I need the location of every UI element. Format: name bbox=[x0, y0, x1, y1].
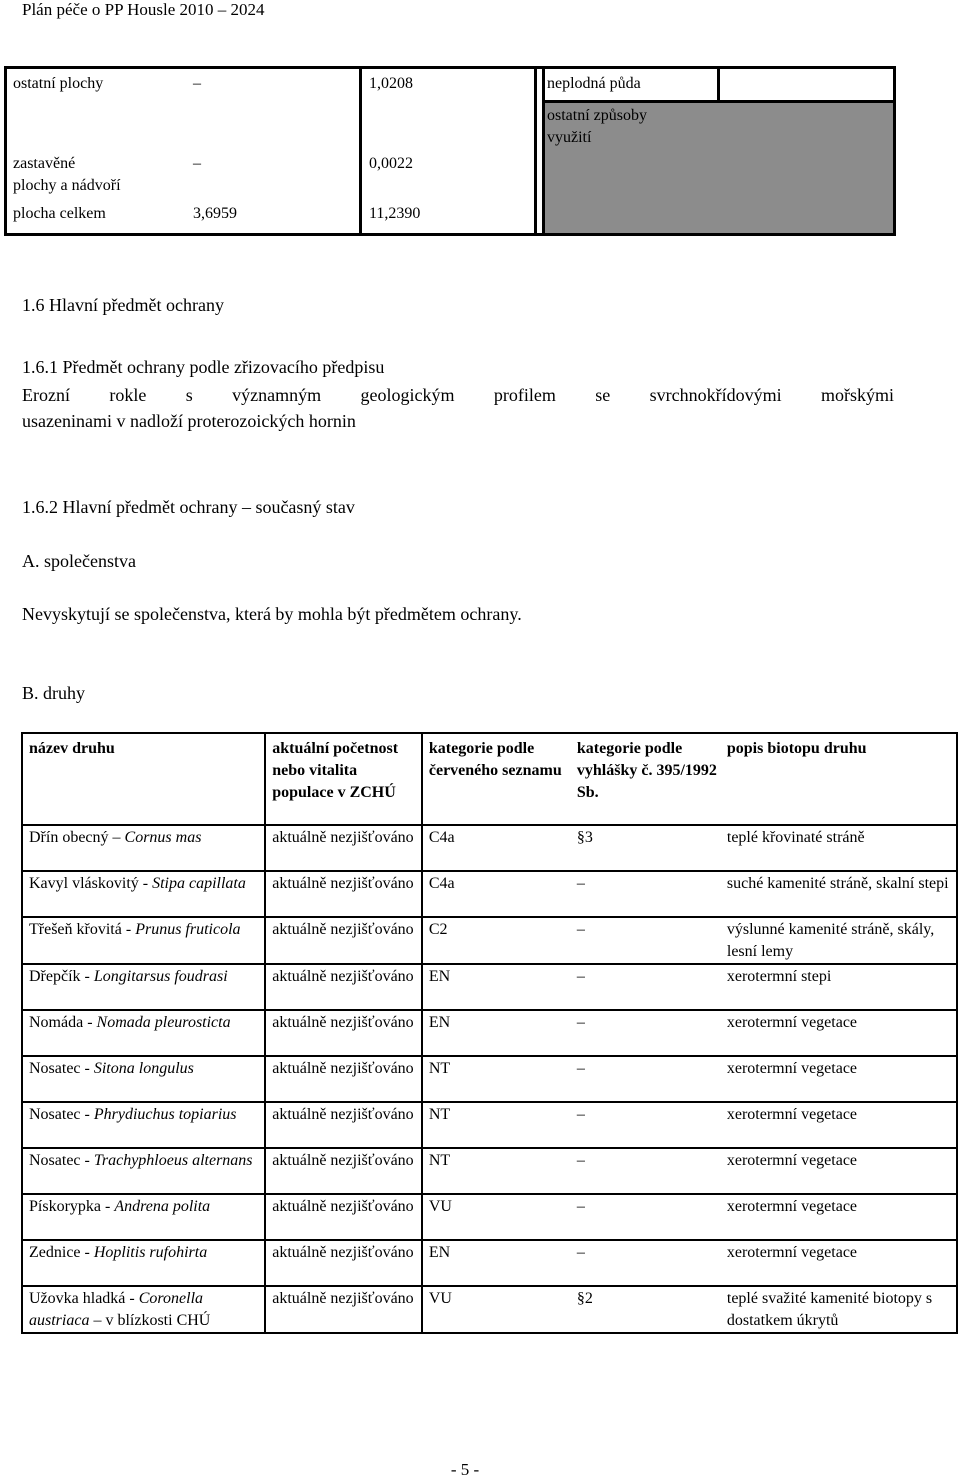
species-name bbox=[22, 1194, 265, 1240]
species-decree: – bbox=[576, 1060, 585, 1077]
species-name-latin: Phrydiuchus topiarius bbox=[93, 1106, 237, 1123]
land-dash-other: – bbox=[193, 75, 201, 92]
species-biotope: xerotermní stepi bbox=[726, 968, 832, 985]
species-red-list: C4a bbox=[428, 829, 455, 846]
species-name bbox=[22, 964, 265, 1010]
species-name bbox=[22, 1010, 265, 1056]
land-cell-divider bbox=[717, 69, 720, 103]
species-table bbox=[21, 732, 958, 1334]
species-biotope: xerotermní vegetace bbox=[726, 1014, 858, 1031]
species-name-common: Kavyl vláskovitý - bbox=[29, 875, 153, 892]
species-name bbox=[22, 871, 265, 917]
species-row bbox=[22, 871, 957, 917]
species-red-list: NT bbox=[428, 1106, 451, 1123]
species-name-common: Užovka hladká - bbox=[29, 1290, 139, 1307]
species-red-list: C4a bbox=[428, 875, 455, 892]
species-biotope: xerotermní vegetace bbox=[726, 1106, 858, 1123]
land-type-barren: neplodná půda bbox=[547, 75, 641, 92]
species-categories bbox=[422, 1148, 957, 1194]
species-name bbox=[22, 1286, 265, 1333]
section-1-6-1-text-line-1: Erozní rokle s významným geologickým profilem se svrchnokřídovými mořskými bbox=[22, 385, 894, 405]
species-categories bbox=[422, 917, 957, 964]
species-row bbox=[22, 1148, 957, 1194]
species-name-latin: Andrena polita bbox=[114, 1198, 211, 1215]
species-decree: – bbox=[576, 921, 585, 938]
species-decree: – bbox=[576, 1198, 585, 1215]
species-name-common: Dřepčík - bbox=[29, 968, 94, 985]
species-row bbox=[22, 1194, 957, 1240]
page-number: - 5 - bbox=[450, 1460, 480, 1479]
species-name bbox=[22, 917, 265, 964]
species-name-latin: Coronella austriaca bbox=[29, 1290, 204, 1329]
species-decree: §3 bbox=[576, 829, 593, 846]
species-decree: – bbox=[576, 875, 585, 892]
species-row bbox=[22, 825, 957, 871]
species-row bbox=[22, 1010, 957, 1056]
species-biotope: xerotermní vegetace bbox=[726, 1198, 858, 1215]
species-row bbox=[22, 964, 957, 1010]
species-red-list: NT bbox=[428, 1060, 451, 1077]
land-type-other-use: ostatní způsoby využití bbox=[547, 107, 647, 146]
species-row bbox=[22, 917, 957, 964]
species-categories bbox=[422, 1286, 957, 1333]
header-species-name: název druhu bbox=[22, 733, 265, 825]
species-categories bbox=[422, 825, 957, 871]
header-biotope: popis biotopu druhu bbox=[726, 740, 867, 757]
species-name-common: Nomáda - bbox=[29, 1014, 97, 1031]
species-biotope: teplé křovinaté stráně bbox=[726, 829, 865, 846]
species-categories bbox=[422, 871, 957, 917]
species-categories bbox=[422, 1240, 957, 1286]
land-value-total: 11,2390 bbox=[369, 205, 421, 222]
land-dash-built: – bbox=[193, 155, 201, 172]
species-red-list: EN bbox=[428, 1014, 451, 1031]
species-red-list: C2 bbox=[428, 921, 448, 938]
land-col-divider-2 bbox=[534, 69, 537, 233]
species-table-body bbox=[22, 825, 957, 1333]
species-categories bbox=[422, 1010, 957, 1056]
species-name-latin: Cornus mas bbox=[124, 829, 202, 846]
species-name-latin: Prunus fruticola bbox=[135, 921, 241, 938]
species-name bbox=[22, 825, 265, 871]
species-name-latin: Trachyphloeus alternans bbox=[93, 1152, 253, 1169]
species-categories bbox=[422, 964, 957, 1010]
subsection-b-heading: B. druhy bbox=[22, 683, 85, 703]
species-abundance: aktuálně nezjišťováno bbox=[265, 825, 422, 871]
species-abundance: aktuálně nezjišťováno bbox=[265, 1148, 422, 1194]
species-name bbox=[22, 1148, 265, 1194]
species-name-latin: Longitarsus foudrasi bbox=[93, 968, 228, 985]
species-name-common: Třešeň křovitá - bbox=[29, 921, 136, 938]
species-name-common: Zednice - bbox=[29, 1244, 94, 1261]
species-decree: – bbox=[576, 1014, 585, 1031]
land-label-built-1: zastavěné bbox=[13, 155, 76, 172]
species-categories bbox=[422, 1056, 957, 1102]
species-decree: – bbox=[576, 1106, 585, 1123]
species-biotope: xerotermní vegetace bbox=[726, 1152, 858, 1169]
species-red-list: EN bbox=[428, 968, 451, 985]
species-biotope: xerotermní vegetace bbox=[726, 1244, 858, 1261]
species-categories bbox=[422, 1102, 957, 1148]
land-value-other: 1,0208 bbox=[369, 75, 413, 92]
species-table-header bbox=[22, 733, 957, 825]
species-name-common: Pískorypka - bbox=[29, 1198, 115, 1215]
land-label-built-2: plochy a nádvoří bbox=[13, 177, 121, 194]
species-row bbox=[22, 1056, 957, 1102]
land-col2-total: 3,6959 bbox=[193, 205, 237, 222]
species-abundance: aktuálně nezjišťováno bbox=[265, 1102, 422, 1148]
subsection-a-text: Nevyskytují se společenstva, která by mohla být předmětem ochrany. bbox=[22, 604, 522, 624]
section-heading-1-6-2: 1.6.2 Hlavní předmět ochrany – současný stav bbox=[22, 497, 355, 517]
header-categories bbox=[422, 733, 957, 825]
species-name-latin: Sitona longulus bbox=[93, 1060, 194, 1077]
section-1-6-1-text-line-2: usazeninami v nadloží proterozoických hornin bbox=[22, 411, 356, 431]
header-abundance: aktuální početnost nebo vitalita populace v ZCHÚ bbox=[265, 733, 422, 825]
species-decree: – bbox=[576, 968, 585, 985]
species-name bbox=[22, 1240, 265, 1286]
section-heading-1-6: 1.6 Hlavní předmět ochrany bbox=[22, 295, 224, 315]
species-abundance: aktuálně nezjišťováno bbox=[265, 917, 422, 964]
species-biotope: výslunné kamenité stráně, skály, lesní lemy bbox=[726, 921, 935, 960]
header-red-list: kategorie podle červeného seznamu bbox=[428, 740, 562, 779]
species-biotope: teplé svažité kamenité biotopy s dostatkem úkrytů bbox=[726, 1290, 933, 1329]
species-name bbox=[22, 1056, 265, 1102]
species-name-suffix: – v blízkosti CHÚ bbox=[89, 1312, 211, 1329]
species-biotope: suché kamenité stráně, skalní stepi bbox=[726, 875, 949, 892]
species-categories bbox=[422, 1194, 957, 1240]
species-red-list: EN bbox=[428, 1244, 451, 1261]
species-decree: – bbox=[576, 1244, 585, 1261]
species-decree: – bbox=[576, 1152, 585, 1169]
species-name-latin: Hoplitis rufohirta bbox=[93, 1244, 208, 1261]
species-decree: §2 bbox=[576, 1290, 593, 1307]
species-name-common: Nosatec - bbox=[29, 1152, 94, 1169]
species-abundance: aktuálně nezjišťováno bbox=[265, 1240, 422, 1286]
species-abundance: aktuálně nezjišťováno bbox=[265, 964, 422, 1010]
species-biotope: xerotermní vegetace bbox=[726, 1060, 858, 1077]
species-red-list: VU bbox=[428, 1198, 452, 1215]
land-label-other: ostatní plochy bbox=[13, 75, 104, 92]
document-header: Plán péče o PP Housle 2010 – 2024 bbox=[22, 0, 265, 19]
species-name bbox=[22, 1102, 265, 1148]
species-abundance: aktuálně nezjišťováno bbox=[265, 1056, 422, 1102]
species-row bbox=[22, 1286, 957, 1333]
header-decree: kategorie podle vyhlášky č. 395/1992 Sb. bbox=[576, 740, 717, 801]
species-abundance: aktuálně nezjišťováno bbox=[265, 871, 422, 917]
section-heading-1-6-1: 1.6.1 Předmět ochrany podle zřizovacího předpisu bbox=[22, 357, 385, 377]
species-name-common: Nosatec - bbox=[29, 1060, 94, 1077]
species-red-list: VU bbox=[428, 1290, 452, 1307]
species-name-latin: Nomada pleurosticta bbox=[96, 1014, 231, 1031]
species-name-latin: Stipa capillata bbox=[152, 875, 246, 892]
species-abundance: aktuálně nezjišťováno bbox=[265, 1286, 422, 1333]
land-col-divider-1 bbox=[359, 69, 362, 233]
species-row bbox=[22, 1240, 957, 1286]
species-abundance: aktuálně nezjišťováno bbox=[265, 1010, 422, 1056]
species-name-common: Nosatec - bbox=[29, 1106, 94, 1123]
species-red-list: NT bbox=[428, 1152, 451, 1169]
land-area-table bbox=[4, 66, 896, 236]
land-label-total: plocha celkem bbox=[13, 205, 106, 222]
species-row bbox=[22, 1102, 957, 1148]
species-abundance: aktuálně nezjišťováno bbox=[265, 1194, 422, 1240]
species-name-common: Dřín obecný – bbox=[29, 829, 125, 846]
land-value-built: 0,0022 bbox=[369, 155, 413, 172]
subsection-a-heading: A. společenstva bbox=[22, 551, 136, 571]
